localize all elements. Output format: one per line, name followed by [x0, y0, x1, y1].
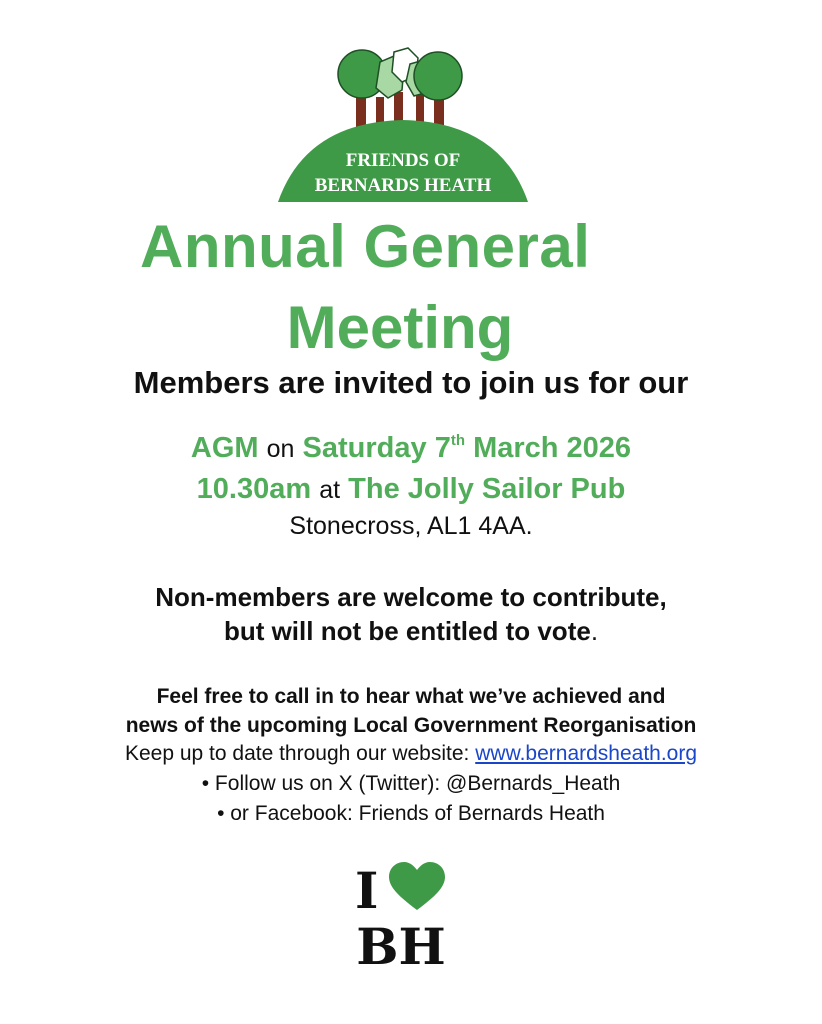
logo-text-line1: FRIENDS OF — [345, 150, 461, 171]
on-word: on — [266, 435, 295, 463]
info-line-2: news of the upcoming Local Government Reorganisation — [125, 714, 697, 737]
event-date — [303, 432, 632, 464]
bh-letters: BH — [356, 917, 446, 970]
invitation-text: Members are invited to join us for our — [133, 365, 689, 400]
website-link[interactable]: www.bernardsheath.org — [475, 742, 698, 765]
logo-text-line2: BERNARDS HEATH — [314, 175, 492, 196]
date-ordinal: th — [450, 432, 465, 449]
i-love-bh-logo — [353, 860, 449, 970]
title-line-2: Meeting — [286, 294, 514, 361]
event-address: Stonecross, AL1 4AA. — [289, 512, 533, 540]
facebook-line: • or Facebook: Friends of Bernards Heath — [217, 802, 605, 825]
date-day: Saturday 7 — [302, 432, 451, 464]
nonmembers-line-1: Non-members are welcome to contribute, — [155, 582, 667, 612]
twitter-line: • Follow us on X (Twitter): @Bernards_Heath — [201, 772, 621, 795]
event-date-line — [0, 432, 822, 465]
nonmembers-line-2-period: . — [590, 616, 599, 646]
i-letter: I — [355, 861, 379, 920]
heart-icon — [389, 862, 445, 910]
event-time: 10.30am — [196, 473, 312, 505]
info-line-1: Feel free to call in to hear what we’ve achieved and — [156, 685, 666, 708]
website-prefix: Keep up to date through our website: — [124, 742, 470, 765]
event-time-venue-line — [0, 473, 822, 506]
agm-label: AGM — [190, 432, 259, 464]
title-line-1: Annual General — [140, 213, 591, 280]
at-word: at — [319, 476, 341, 504]
date-month-year: March 2026 — [473, 432, 632, 464]
friends-of-bernards-heath-logo — [276, 42, 530, 204]
nonmembers-line-2-text: but will not be entitled to vote — [223, 616, 591, 646]
website-line — [0, 742, 822, 766]
event-venue: The Jolly Sailor Pub — [348, 473, 626, 505]
nonmembers-line-2 — [0, 616, 822, 647]
